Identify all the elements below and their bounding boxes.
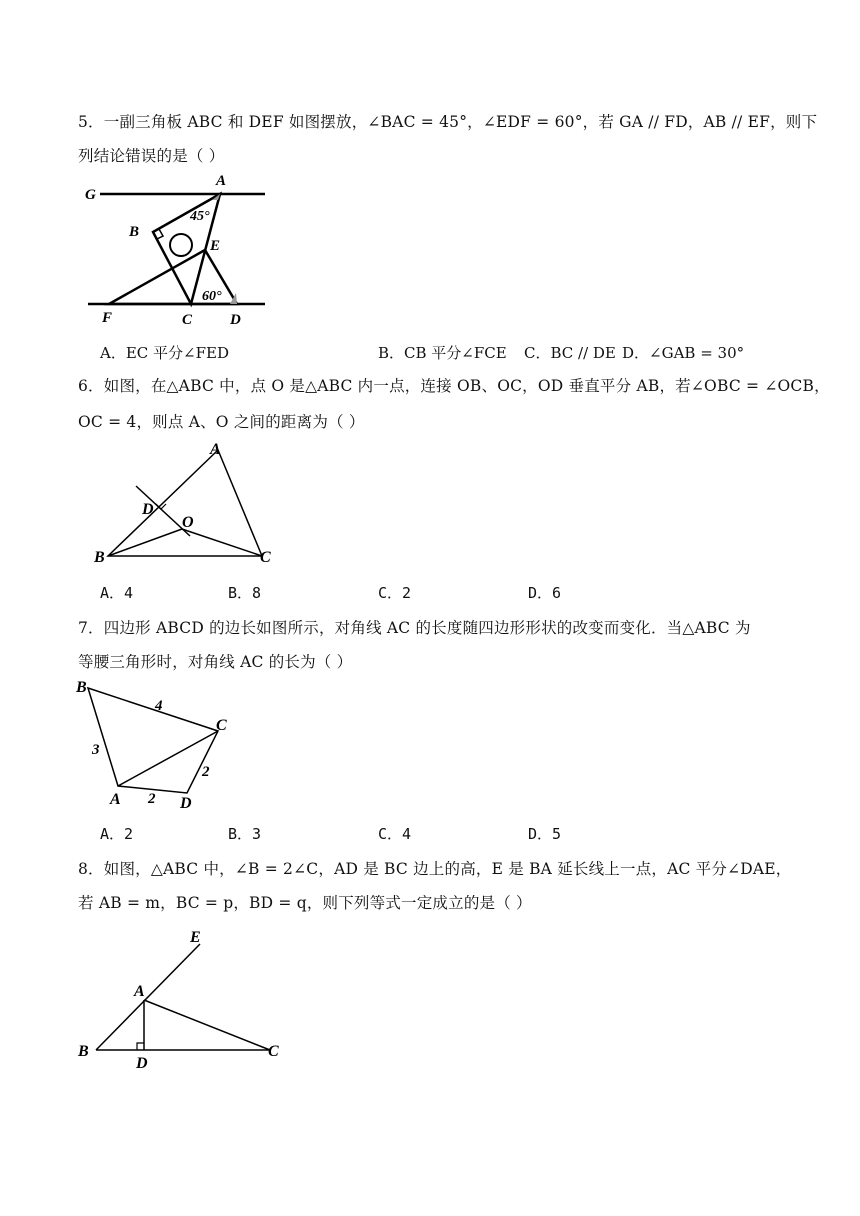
q5-option-c[interactable]: C．BC // DE (524, 344, 616, 362)
q8-label-c: C (268, 1043, 279, 1060)
q5-label-d: D (230, 312, 241, 328)
q8-figure (74, 924, 294, 1074)
q7-option-d[interactable]: D．5 (528, 825, 562, 843)
q8-stem-line2: 若 AB = m，BC = p，BD = q，则下列等式一定成立的是（ ） (78, 894, 532, 912)
q5-stem-line2: 列结论错误的是（ ） (78, 147, 225, 165)
q7-stem-line1: 7．四边形 ABCD 的边长如图所示，对角线 AC 的长度随四边形形状的改变而变化．当△ABC 为 (78, 619, 751, 637)
q5-option-d[interactable]: D．∠GAB = 30° (622, 344, 745, 362)
q5-label-60: 60° (202, 289, 222, 304)
q7-label-bc: 4 (155, 698, 163, 714)
q6-option-b[interactable]: B．8 (228, 584, 262, 602)
q5-label-a: A (216, 173, 227, 189)
q5-label-b: B (129, 224, 140, 240)
q6-option-c[interactable]: C．2 (378, 584, 412, 602)
q6-stem-line2: OC = 4，则点 A、O 之间的距离为（ ） (78, 413, 365, 431)
q7-label-d: D (180, 795, 192, 812)
q7-label-cd: 2 (202, 764, 210, 780)
q6-stem-line1: 6．如图，在△ABC 中，点 O 是△ABC 内一点，连接 OB、OC，OD 垂直平分 AB，若∠OBC = ∠OCB， (78, 377, 830, 395)
q5-label-45: 45° (190, 209, 210, 224)
q7-option-a[interactable]: A．2 (100, 825, 134, 843)
q8-label-a: A (134, 983, 145, 1000)
q5-stem-line1: 5．一副三角板 ABC 和 DEF 如图摆放，∠BAC = 45°，∠EDF = 60°，若 GA // FD，AB // EF，则下 (78, 113, 818, 131)
q5-figure (80, 172, 280, 332)
q5-option-b[interactable]: B．CB 平分∠FCE (378, 344, 507, 362)
q5-label-e: E (210, 238, 221, 254)
q5-label-g: G (85, 187, 96, 203)
q7-label-ad: 2 (148, 791, 156, 807)
q6-option-a[interactable]: A．4 (100, 584, 134, 602)
q8-label-b: B (78, 1043, 89, 1060)
q7-option-c[interactable]: C．4 (378, 825, 412, 843)
q5-label-c: C (182, 312, 193, 328)
q6-option-d[interactable]: D．6 (528, 584, 562, 602)
q7-option-b[interactable]: B．3 (228, 825, 262, 843)
q6-figure (90, 438, 290, 573)
q5-label-f: F (102, 310, 113, 326)
q6-label-o: O (182, 514, 194, 531)
q7-label-b: B (76, 679, 87, 696)
q8-stem-line1: 8．如图，△ABC 中，∠B = 2∠C，AD 是 BC 边上的高，E 是 BA 延长线上一点，AC 平分∠DAE， (78, 860, 792, 878)
q8-label-d: D (136, 1055, 148, 1072)
q7-label-c: C (216, 717, 227, 734)
q7-label-a: A (110, 791, 121, 808)
q5-option-a[interactable]: A．EC 平分∠FED (100, 344, 229, 362)
q8-label-e: E (190, 929, 201, 946)
q6-label-d: D (142, 501, 154, 518)
q6-label-c: C (260, 549, 271, 566)
q6-label-b: B (94, 549, 105, 566)
q7-stem-line2: 等腰三角形时，对角线 AC 的长为（ ） (78, 653, 353, 671)
q7-figure (70, 676, 250, 811)
q7-label-ab: 3 (92, 742, 100, 758)
q6-label-a: A (210, 441, 221, 458)
